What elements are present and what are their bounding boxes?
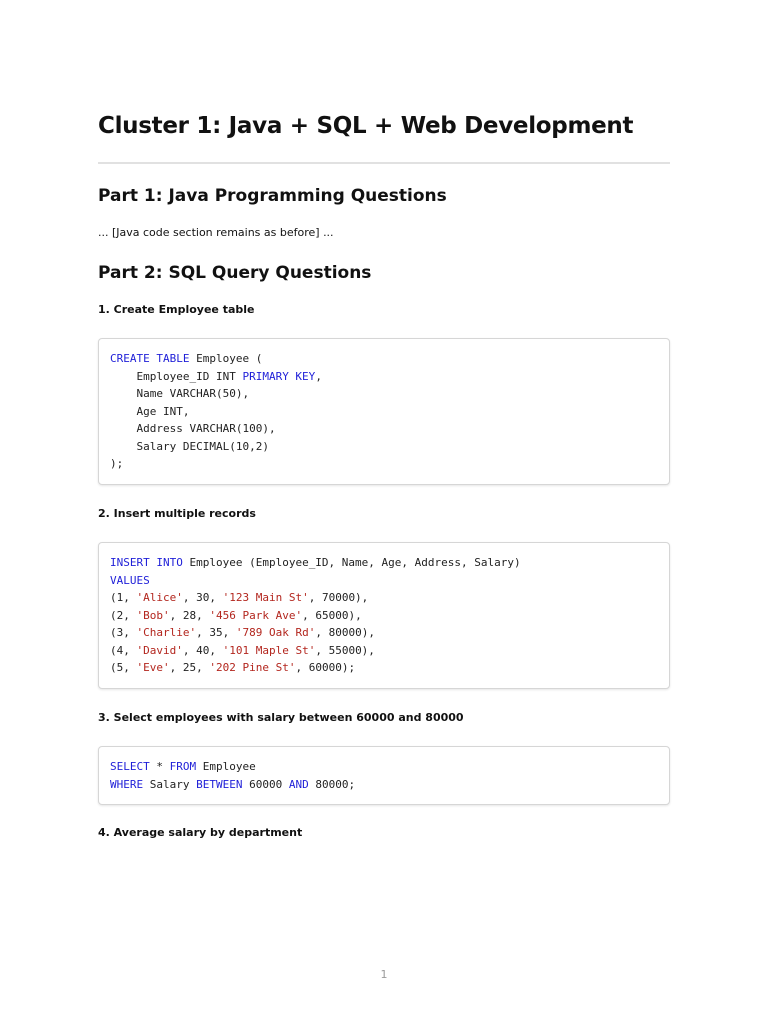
code-text: Address VARCHAR(100), (110, 422, 276, 435)
question-2-heading: 2. Insert multiple records (98, 507, 256, 520)
code-text: , 60000); (295, 661, 356, 674)
code-text: ); (110, 457, 124, 470)
code-text: (1, (110, 591, 137, 604)
code-keyword: AND (288, 777, 309, 791)
code-text: , 80000), (315, 626, 375, 639)
code-string: '202 Pine St' (209, 661, 296, 674)
code-string: 'Alice' (136, 591, 183, 604)
code-text: , 28, (169, 608, 210, 622)
code-line (110, 368, 658, 386)
question-1-heading: 1. Create Employee table (98, 303, 255, 316)
code-text: , (315, 369, 322, 383)
code-line (110, 455, 658, 473)
code-text: * (149, 760, 170, 773)
code-text: Salary DECIMAL(10,2) (110, 439, 269, 453)
code-string: '101 Maple St' (222, 643, 316, 657)
code-line (110, 572, 658, 590)
code-line (110, 554, 658, 572)
code-line (110, 642, 658, 660)
code-keyword: BETWEEN (196, 777, 243, 791)
code-text: Salary (143, 777, 197, 791)
part1-note: ... [Java code section remains as before] ... (98, 226, 334, 239)
code-keyword: PRIMARY KEY (242, 369, 316, 383)
code-string: '456 Park Ave' (209, 608, 303, 622)
code-text: , 70000), (308, 591, 369, 604)
question-4-heading: 4. Average salary by department (98, 826, 303, 839)
code-string: 'Bob' (136, 608, 170, 622)
code-line (110, 589, 658, 607)
code-line (110, 758, 658, 776)
code-line (110, 350, 658, 368)
code-keyword: INSERT INTO (110, 556, 183, 569)
code-line (110, 385, 658, 403)
code-string: '123 Main St' (222, 591, 309, 604)
code-string: 'David' (136, 643, 183, 657)
code-line (110, 403, 658, 421)
code-keyword: SELECT (110, 760, 150, 773)
code-text: , 35, (196, 626, 236, 639)
question-3-heading: 3. Select employees with salary between 60000 and 80000 (98, 711, 464, 724)
code-string: '789 Oak Rd' (235, 626, 316, 639)
code-block-select-salary (98, 746, 670, 805)
page-number: 1 (380, 968, 388, 981)
code-text: Employee_ID INT (110, 369, 243, 383)
code-text: , 40, (182, 643, 223, 657)
code-text: Age INT, (110, 404, 190, 418)
code-block-create-table (98, 338, 670, 485)
code-text: , 25, (169, 661, 210, 674)
code-string: 'Eve' (136, 661, 170, 674)
code-line (110, 420, 658, 438)
code-keyword: WHERE (110, 777, 144, 791)
code-keyword: CREATE TABLE (110, 352, 190, 365)
code-text: Employee (Employee_ID, Name, Age, Address, Salary) (182, 556, 521, 569)
code-text: 80000; (308, 777, 356, 791)
code-keyword: VALUES (110, 573, 150, 587)
code-text: (3, (110, 626, 137, 639)
document-title: Cluster 1: Java + SQL + Web Development (98, 113, 634, 139)
title-divider (98, 162, 670, 164)
part1-heading: Part 1: Java Programming Questions (98, 186, 447, 206)
code-text: Employee ( (189, 352, 263, 365)
code-block-insert-records (98, 542, 670, 689)
code-text: , 55000), (315, 643, 375, 657)
code-text: , 65000), (302, 608, 362, 622)
code-line (110, 607, 658, 625)
code-text: Name VARCHAR(50), (110, 387, 250, 400)
code-string: 'Charlie' (136, 626, 197, 639)
part2-heading: Part 2: SQL Query Questions (98, 263, 372, 283)
code-text: (5, (110, 661, 137, 674)
code-text: 60000 (242, 777, 289, 791)
code-text: Employee (196, 760, 256, 773)
code-line (110, 438, 658, 456)
code-line (110, 776, 658, 794)
code-text: (4, (110, 643, 137, 657)
code-line (110, 624, 658, 642)
code-keyword: FROM (169, 760, 197, 773)
code-text: , 30, (182, 591, 223, 604)
code-line (110, 659, 658, 677)
code-text: (2, (110, 608, 137, 622)
